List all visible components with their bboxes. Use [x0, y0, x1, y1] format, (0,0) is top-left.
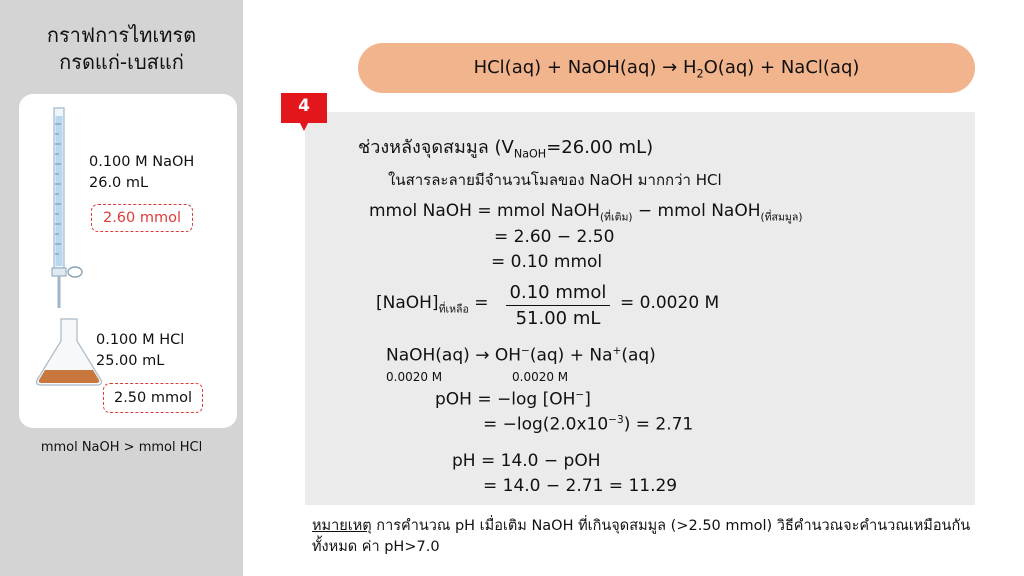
footnote: [312, 516, 992, 558]
poh-line1-charge: −: [575, 389, 585, 401]
burette-stopcock-handle: [68, 267, 82, 277]
section-subheading: ในสารละลายมีจำนวนโมลของ NaOH มากกว่า HCl: [388, 171, 722, 189]
heading-subscript: NaOH: [513, 147, 547, 161]
burette-stopcock-body: [52, 268, 66, 276]
conc-denominator: 51.00 mL: [515, 308, 601, 329]
poh-line2-exponent: −3: [608, 414, 624, 426]
sidebar-title-line1: กราฟการไทเทรต: [46, 23, 197, 47]
burette-mmol-box: 2.60 mmol: [91, 204, 193, 232]
poh-line1-text: pOH = −log [OH: [435, 389, 576, 410]
flask-mmol-box: 2.50 mmol: [103, 383, 203, 413]
diss-hydroxide: OH: [494, 345, 522, 366]
flask-volume: 25.00 mL: [96, 353, 165, 369]
ph-line2: = 14.0 − 2.71 = 11.29: [483, 476, 678, 496]
conc-lhs: [376, 293, 489, 317]
reaction-h: H: [682, 57, 697, 78]
burette-concentration: 0.100 M NaOH: [89, 154, 195, 170]
mmol-comparison: mmol NaOH > mmol HCl: [40, 440, 203, 455]
sidebar-title-line2: กรดแก่-เบสแก่: [59, 50, 184, 74]
step-number: 4: [298, 96, 310, 116]
reaction-equation: [358, 43, 975, 93]
footnote-label: หมายเหตุ: [312, 518, 372, 534]
mmol-equation-line2: = 2.60 − 2.50: [494, 227, 615, 247]
mmol-lhs: mmol NaOH = mmol NaOH: [369, 201, 600, 221]
diss-aq: (aq): [621, 345, 656, 366]
titration-apparatus-card: [19, 94, 237, 428]
burette-flask-illustration: [19, 94, 237, 428]
mmol-equation-line1: [369, 201, 802, 225]
diss-conc-oh: 0.0020 M: [512, 370, 569, 384]
mmol-sub-equivalent: (ที่สมมูล): [760, 211, 803, 224]
heading-volume: =26.00 mL): [546, 137, 654, 158]
diss-sodium-charge: +: [612, 345, 622, 357]
heading-text: ช่วงหลังจุดสมมูล (V: [358, 137, 514, 158]
conc-numerator: 0.10 mmol: [509, 282, 607, 303]
diss-reactant: NaOH(aq): [386, 345, 470, 366]
diss-arrow: →: [475, 345, 490, 366]
reaction-left: HCl(aq) + NaOH(aq): [473, 57, 657, 78]
ph-line1: pH = 14.0 − pOH: [452, 451, 601, 471]
burette-solution: [56, 116, 63, 266]
footnote-text: การคำนวณ pH เมื่อเติม NaOH ที่เกินจุดสมมูล (>2.50 mmol) วิธีคำนวณจะคำนวณเหมือนกันทั้งหมด ค่า pH>7.0: [312, 518, 971, 555]
dissociation-equation: [386, 345, 656, 366]
flask-concentration: 0.100 M HCl: [96, 332, 185, 348]
flask-solution: [39, 370, 99, 383]
poh-line1-bracket: ]: [584, 389, 591, 410]
poh-line2: [483, 414, 693, 435]
reaction-arrow: →: [662, 57, 678, 78]
sidebar-title: [0, 22, 243, 76]
sidebar: [0, 0, 243, 576]
conc-lhs-subscript: ที่เหลือ: [438, 303, 469, 316]
poh-line2-text: = −log(2.0x10: [483, 414, 609, 435]
conc-result: = 0.0020 M: [620, 293, 720, 313]
section-heading: [358, 132, 653, 161]
mmol-sub-added: (ที่เติม): [599, 211, 633, 224]
diss-hydroxide-charge: −: [521, 345, 530, 357]
mmol-minus: − mmol NaOH: [632, 201, 761, 221]
diss-sodium: (aq) + Na: [529, 345, 613, 366]
conc-fraction: [506, 282, 610, 329]
conc-equals: =: [474, 293, 489, 313]
conc-lhs-text: [NaOH]: [376, 293, 439, 313]
fraction-bar: [506, 305, 610, 306]
mmol-equation-line3: = 0.10 mmol: [491, 252, 603, 272]
reaction-right: O(aq) + NaCl(aq): [703, 57, 860, 78]
poh-line1: [435, 389, 591, 410]
reaction-subscript-2: 2: [696, 67, 704, 81]
step-badge: [281, 93, 327, 133]
diss-conc-naoh: 0.0020 M: [386, 370, 443, 384]
poh-line2-result: ) = 2.71: [623, 414, 694, 435]
burette-volume: 26.0 mL: [89, 175, 149, 191]
